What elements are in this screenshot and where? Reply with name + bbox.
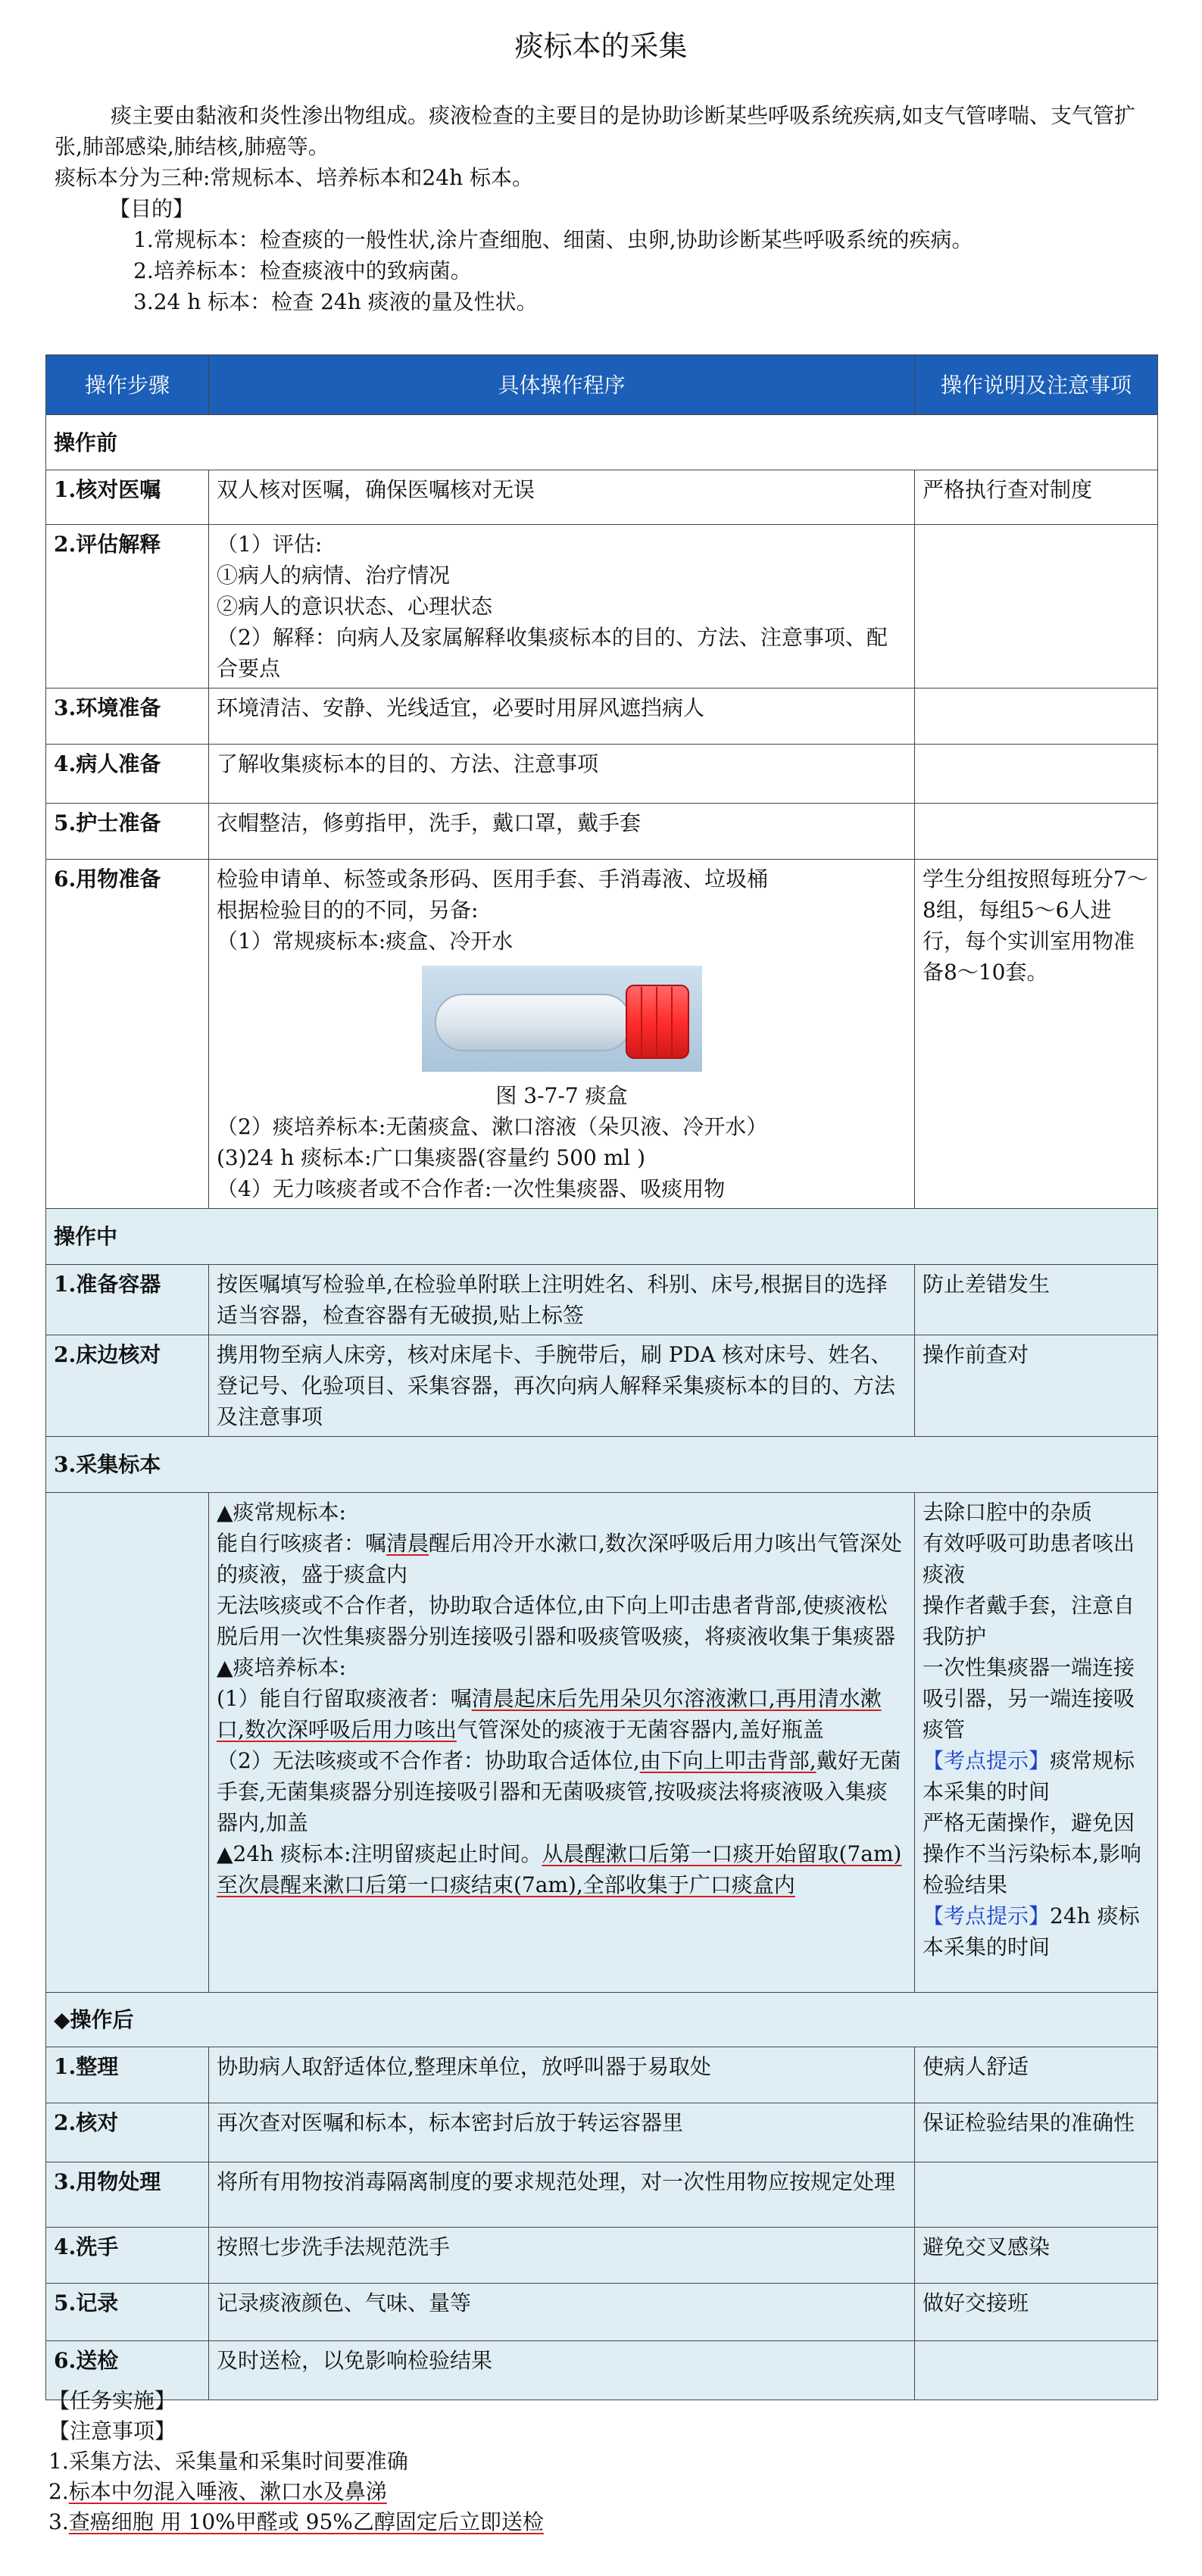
purpose-item: 2.培养标本：检查痰液中的致病菌。 xyxy=(133,258,472,283)
table-row xyxy=(46,745,1158,804)
procedure-cell xyxy=(209,525,915,688)
section-label: ◆操作后 xyxy=(46,1993,1158,2047)
table-row xyxy=(46,1265,1158,1335)
procedure-line: 根据检验目的的不同，另备: xyxy=(217,898,479,923)
note-item: 3.查癌细胞 用 10%甲醛或 95%乙醇固定后立即送检 xyxy=(48,2509,544,2534)
note-cell xyxy=(915,1493,1158,1993)
procedure-cell: 环境清洁、安静、光线适宜，必要时用屏风遮挡病人 xyxy=(209,688,915,745)
page-title: 痰标本的采集 xyxy=(514,30,688,63)
procedure-table xyxy=(45,354,1158,2400)
header-procedure: 具体操作程序 xyxy=(209,355,915,415)
note-cell xyxy=(915,804,1158,860)
step-cell: 6.用物准备 xyxy=(46,860,209,1209)
step-cell: 2.核对 xyxy=(46,2103,209,2162)
note-cell: 做好交接班 xyxy=(915,2284,1158,2341)
step-cell: 1.准备容器 xyxy=(46,1265,209,1335)
procedure-line: 能自行咳痰者：嘱清晨醒后用冷开水漱口,数次深呼吸后用力咳出气管深处的痰液，盛于痰盒内 xyxy=(217,1531,902,1587)
procedure-cell: 记录痰液颜色、气味、量等 xyxy=(209,2284,915,2341)
procedure-line: ①病人的病情、治疗情况 xyxy=(217,563,451,588)
step-cell: 5.记录 xyxy=(46,2284,209,2341)
intro xyxy=(55,100,1145,317)
note-cell: 防止差错发生 xyxy=(915,1265,1158,1335)
procedure-line: （4）无力咳痰者或不合作者:一次性集痰器、吸痰用物 xyxy=(217,1176,726,1201)
note-cell xyxy=(915,525,1158,688)
exam-hint: 【考点提示】痰常规标本采集的时间 xyxy=(923,1748,1135,1804)
table-row xyxy=(46,1335,1158,1437)
step-cell: 1.整理 xyxy=(46,2047,209,2103)
procedure-line: ②病人的意识状态、心理状态 xyxy=(217,594,493,619)
step-cell: 4.病人准备 xyxy=(46,745,209,804)
procedure-cell: 及时送检，以免影响检验结果 xyxy=(209,2341,915,2400)
procedure-cell: 携用物至病人床旁，核对床尾卡、手腕带后，刷 PDA 核对床号、姓名、登记号、化验项目、采集容器，再次向病人解释采集痰标本的目的、方法及注意事项 xyxy=(209,1335,915,1437)
table-row xyxy=(46,2047,1158,2103)
procedure-cell: 衣帽整洁，修剪指甲，洗手，戴口罩，戴手套 xyxy=(209,804,915,860)
task-section xyxy=(48,2386,1139,2537)
note-cell: 避免交叉感染 xyxy=(915,2228,1158,2284)
header-notes: 操作说明及注意事项 xyxy=(915,355,1158,415)
exam-hint: 【考点提示】24h 痰标本采集的时间 xyxy=(923,1903,1140,1959)
step-cell: 1.核对医嘱 xyxy=(46,470,209,525)
culture-heading: ▲痰培养标本: xyxy=(217,1655,346,1680)
sputum-container-image xyxy=(422,966,702,1072)
table-row xyxy=(46,804,1158,860)
procedure-cell: 按照七步洗手法规范洗手 xyxy=(209,2228,915,2284)
table-row xyxy=(46,860,1158,1209)
procedure-line: （2）无法咳痰或不合作者：协助取合适体位,由下向上叩击背部,戴好无菌手套,无菌集痰器分别连接吸引器和无菌吸痰管,按吸痰法将痰液吸入集痰器内,加盖 xyxy=(217,1748,901,1835)
table-row xyxy=(46,470,1158,525)
note-line: 有效呼吸可助患者咳出痰液 xyxy=(923,1531,1135,1587)
procedure-cell: 将所有用物按消毒隔离制度的要求规范处理，对一次性用物应按规定处理 xyxy=(209,2162,915,2228)
section-during xyxy=(46,1209,1158,1265)
procedure-line: （1）评估: xyxy=(217,532,323,557)
procedure-cell: 再次查对医嘱和标本，标本密封后放于转运容器里 xyxy=(209,2103,915,2162)
section-collect xyxy=(46,1437,1158,1493)
note-cell: 学生分组按照每班分7～8组，每组5～6人进行，每个实训室用物准备8～10套。 xyxy=(915,860,1158,1209)
step-cell: 3.用物处理 xyxy=(46,2162,209,2228)
procedure-line: 无法咳痰或不合作者，协助取合适体位,由下向上叩击患者背部,使痰液松脱后用一次性集痰器分别连接吸引器和吸痰管吸痰，将痰液收集于集痰器 xyxy=(217,1593,896,1649)
figure-caption: 图 3-7-7 痰盒 xyxy=(495,1083,628,1108)
task-heading: 【任务实施】 xyxy=(48,2388,176,2413)
note-item: 1.采集方法、采集量和采集时间要准确 xyxy=(48,2449,408,2474)
step-cell xyxy=(46,1493,209,1993)
note-line: 去除口腔中的杂质 xyxy=(923,1500,1093,1525)
notes-heading: 【注意事项】 xyxy=(48,2418,176,2443)
table-row xyxy=(46,688,1158,745)
header-step: 操作步骤 xyxy=(46,355,209,415)
intro-types: 痰标本分为三种:常规标本、培养标本和24h 标本。 xyxy=(55,165,533,190)
figure xyxy=(217,957,907,1111)
section-label: 3.采集标本 xyxy=(46,1437,1158,1493)
section-after xyxy=(46,1993,1158,2047)
step-cell: 5.护士准备 xyxy=(46,804,209,860)
step-cell: 3.环境准备 xyxy=(46,688,209,745)
note-cell: 保证检验结果的准确性 xyxy=(915,2103,1158,2162)
procedure-line: （2）痰培养标本:无菌痰盒、漱口溶液（朵贝液、冷开水） xyxy=(217,1114,768,1139)
step-cell: 2.床边核对 xyxy=(46,1335,209,1437)
procedure-cell: 按医嘱填写检验单,在检验单附联上注明姓名、科别、床号,根据目的选择适当容器，检查容器有无破损,贴上标签 xyxy=(209,1265,915,1335)
procedure-cell xyxy=(209,860,915,1209)
table-row xyxy=(46,2228,1158,2284)
note-item: 2.标本中勿混入唾液、漱口水及鼻涕 xyxy=(48,2479,387,2504)
note-line: 操作者戴手套，注意自我防护 xyxy=(923,1593,1135,1649)
note-line: 严格无菌操作，避免因操作不当污染标本,影响检验结果 xyxy=(923,1810,1141,1897)
procedure-cell: 双人核对医嘱，确保医嘱核对无误 xyxy=(209,470,915,525)
procedure-cell: 了解收集痰标本的目的、方法、注意事项 xyxy=(209,745,915,804)
note-cell xyxy=(915,688,1158,745)
procedure-line: 检验申请单、标签或条形码、医用手套、手消毒液、垃圾桶 xyxy=(217,866,769,891)
section-label: 操作中 xyxy=(46,1209,1158,1265)
note-cell: 操作前查对 xyxy=(915,1335,1158,1437)
note-cell: 严格执行查对制度 xyxy=(915,470,1158,525)
table-row xyxy=(46,2284,1158,2341)
procedure-line: （1）常规痰标本:痰盒、冷开水 xyxy=(217,929,514,954)
table-row xyxy=(46,2103,1158,2162)
step-cell: 4.洗手 xyxy=(46,2228,209,2284)
procedure-cell: 协助病人取舒适体位,整理床单位，放呼叫器于易取处 xyxy=(209,2047,915,2103)
note-cell xyxy=(915,2162,1158,2228)
purpose-item: 1.常规标本：检查痰的一般性状,涂片查细胞、细菌、虫卵,协助诊断某些呼吸系统的疾病。 xyxy=(133,227,973,252)
procedure-line: ▲24h 痰标本:注明留痰起止时间。从晨醒漱口后第一口痰开始留取(7am)至次晨醒来漱口后第一口痰结束(7am),全部收集于广口痰盒内 xyxy=(217,1841,902,1897)
procedure-line: (1）能自行留取痰液者：嘱清晨起床后先用朵贝尔溶液漱口,再用清水漱口,数次深呼吸后用力咳出气管深处的痰液于无菌容器内,盖好瓶盖 xyxy=(217,1686,882,1742)
procedure-cell xyxy=(209,1493,915,1993)
purpose-heading: 【目的】 xyxy=(109,196,195,221)
step-cell: 6.送检 xyxy=(46,2341,209,2400)
note-cell xyxy=(915,745,1158,804)
table-header-row xyxy=(46,355,1158,415)
procedure-line: （2）解释：向病人及家属解释收集痰标本的目的、方法、注意事项、配合要点 xyxy=(217,625,888,681)
intro-paragraph: 痰主要由黏液和炎性渗出物组成。痰液检查的主要目的是协助诊断某些呼吸系统疾病,如支气管哮喘、支气管扩张,肺部感染,肺结核,肺癌等。 xyxy=(55,103,1135,159)
table-row xyxy=(46,2162,1158,2228)
note-line: 一次性集痰器一端连接吸引器，另一端连接吸痰管 xyxy=(923,1655,1135,1742)
procedure-line: (3)24 h 痰标本:广口集痰器(容量约 500 ml ) xyxy=(217,1145,646,1170)
section-label: 操作前 xyxy=(46,415,1158,470)
section-before xyxy=(46,415,1158,470)
step-cell: 2.评估解释 xyxy=(46,525,209,688)
note-cell: 使病人舒适 xyxy=(915,2047,1158,2103)
routine-heading: ▲痰常规标本: xyxy=(217,1500,346,1525)
table-row xyxy=(46,1493,1158,1993)
purpose-item: 3.24 h 标本：检查 24h 痰液的量及性状。 xyxy=(133,289,538,314)
table-row xyxy=(46,525,1158,688)
